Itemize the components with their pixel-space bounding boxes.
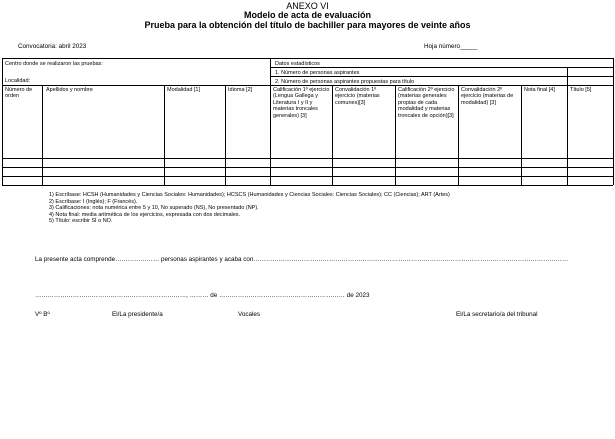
col-exercise2-grade: Calificación 2º ejercicio (materias generales propias de cada modalidad y materias troncales de opción)[3]	[398, 87, 455, 119]
col-exercise1-validation: Convalidación 1º ejercicio (materias comunes)[3]	[335, 87, 380, 106]
col-modality: Modalidad [1]	[167, 87, 201, 93]
convocatoria-label: Convocatoria: abril 2023	[18, 43, 87, 50]
stat-proposed-label: 2. Número de personas aspirantes propuestas para título	[275, 79, 415, 85]
exam-center-label: Centro donde se realizaron las pruebas:	[5, 61, 103, 67]
col-language: Idioma [2]	[228, 87, 253, 93]
col-title: Título [5]	[570, 87, 592, 93]
approval-label: Vº Bº	[35, 311, 50, 318]
place-date-line: ………………………………………………………………, ……… de …………………………………………………… de 2023	[35, 292, 370, 299]
note-item: 3) Calificaciones: nota numérica entre 5 y 10, No superado (NS), No presentado (NP).	[49, 205, 259, 212]
document-title: Modelo de acta de evaluación	[243, 10, 372, 20]
locality-label: Localidad:	[5, 78, 31, 84]
members-signature-label: Vocales	[238, 311, 261, 318]
col-final-grade: Nota final [4]	[524, 87, 555, 93]
notes-list	[49, 192, 609, 225]
note-item: 1) Escríbase: HCSH (Humanidades y Ciencias Sociales: Humanidades); HCSCS (Humanidades y Ciencias Sociales: Ciencias Sociales); CC (Ciencias); ART (Artes)	[49, 192, 450, 198]
note-item: 2) Escríbase: I (Inglés); F (Francés).	[49, 198, 138, 205]
col-order-number: Número de orden	[5, 87, 33, 100]
stat-applicants-label: 1. Número de personas aspirantes	[275, 70, 360, 76]
col-exercise2-validation: Convalidación 2º ejercicio (materias de modalidad) [3]	[461, 87, 514, 106]
sheet-number-label: Hoja número_____	[424, 43, 478, 50]
annex-label: ANEXO VI	[286, 1, 329, 11]
col-exercise1-grade: Calificación 1º ejercicio (Lengua Gallega y Literatura I y II y materias troncales generales) [3]	[273, 87, 330, 119]
note-item: 5) Título: escribir SÍ o NO.	[49, 218, 113, 225]
secretary-signature-label: El/La secretario/a del tribunal	[456, 311, 538, 318]
closing-statement: La presente acta comprende………………… personas aspirantes y acaba con……………………………………………………………………………………………………………………………………	[35, 256, 569, 263]
col-full-name: Apellidos y nombre	[46, 87, 93, 93]
note-item: 4) Nota final: media aritmética de los ejercicios, expresada con dos decimales.	[49, 211, 241, 218]
statistics-label: Datos estadísticos	[275, 61, 320, 67]
document-subtitle: Prueba para la obtención del título de bachiller para mayores de veinte años	[144, 20, 471, 30]
president-signature-label: El/La presidente/a	[112, 311, 163, 318]
